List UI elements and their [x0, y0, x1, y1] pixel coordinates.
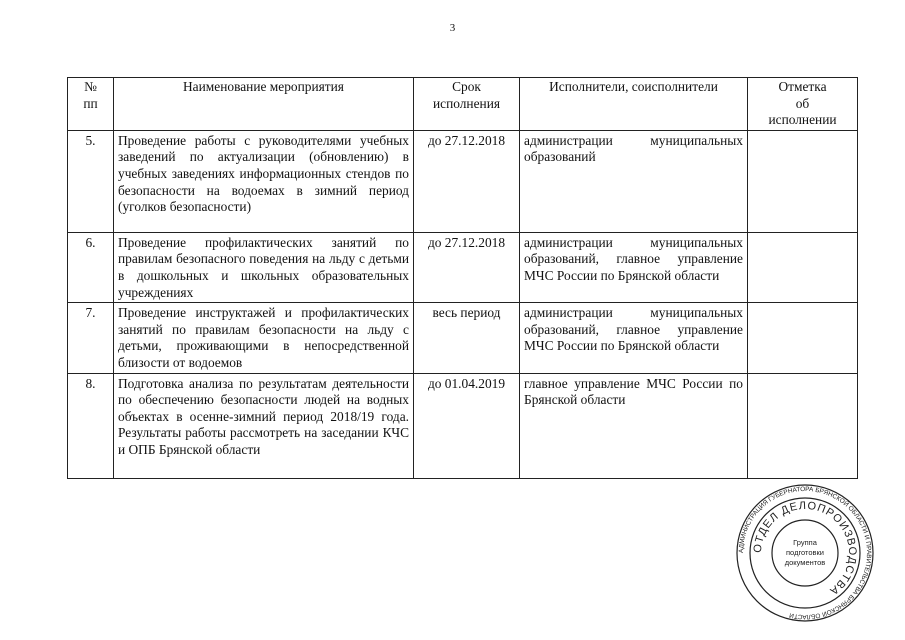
header-term	[414, 78, 520, 131]
event-executors: администрации муниципальных образований, главное управление МЧС России по Брянской области	[520, 303, 748, 373]
table-row	[68, 232, 858, 302]
table-row	[68, 373, 858, 478]
table-row	[68, 130, 858, 232]
events-table	[67, 77, 858, 479]
stamp-center-line3: документов	[784, 558, 826, 567]
header-term-line1: Срок	[452, 79, 481, 94]
row-number: 7.	[68, 303, 114, 373]
event-executors: главное управление МЧС России по Брянской области	[520, 373, 748, 478]
header-mark-line1: Отметка	[778, 79, 827, 94]
event-mark	[748, 130, 858, 232]
stamp-center-line2: подготовки	[786, 548, 824, 557]
header-num-line2: пп	[83, 95, 98, 111]
header-num-line1: №	[84, 79, 97, 94]
row-number: 6.	[68, 232, 114, 302]
header-mark-line3: исполнении	[768, 112, 837, 128]
stamp-middle-textpath: ОТДЕЛ ДЕЛОПРОИЗВОДСТВА	[751, 499, 859, 598]
event-term: до 01.04.2019	[414, 373, 520, 478]
header-mark	[748, 78, 858, 131]
stamp-center-line1: Группа	[793, 538, 817, 547]
office-stamp	[735, 483, 875, 623]
table-row	[68, 303, 858, 373]
header-num	[68, 78, 114, 131]
event-executors: администрации муниципальных образований, главное управление МЧС России по Брянской области	[520, 232, 748, 302]
header-mark-line2: об	[795, 95, 810, 111]
row-number: 8.	[68, 373, 114, 478]
header-name: Наименование мероприятия	[114, 78, 414, 131]
event-mark	[748, 232, 858, 302]
table-header-row	[68, 78, 858, 131]
event-name: Проведение работы с руководителями учебных заведений по актуализации (обновлению) в учебных заведениях информационных стендов по безопасности на водоемах в зимний период (уголков безопасности)	[114, 130, 414, 232]
event-name: Проведение профилактических занятий по правилам безопасного поведения на льду с детьми в дошкольных и школьных образовательных учреждениях	[114, 232, 414, 302]
header-term-line2: исполнения	[432, 95, 501, 111]
header-executors: Исполнители, соисполнители	[520, 78, 748, 131]
event-mark	[748, 303, 858, 373]
event-executors: администрации муниципальных образований	[520, 130, 748, 232]
event-name: Проведение инструктажей и профилактических занятий по правилам безопасности на льду с детьми, проживающими в непосредственной близости от водоемов	[114, 303, 414, 373]
page-number: 3	[449, 22, 456, 34]
stamp-outer-textpath: АДМИНИСТРАЦИЯ ГУБЕРНАТОРА БРЯНСКОЙ ОБЛАСТИ И ПРАВИТЕЛЬСТВА БРЯНСКОЙ ОБЛАСТИ	[737, 485, 873, 621]
event-term: весь период	[414, 303, 520, 373]
event-name: Подготовка анализа по результатам деятельности по обеспечению безопасности людей на водных объектах в осенне-зимний период 2018/19 года. Результаты работы рассмотреть на заседании КЧС и ОПБ Брянской области	[114, 373, 414, 478]
row-number: 5.	[68, 130, 114, 232]
event-term: до 27.12.2018	[414, 232, 520, 302]
event-mark	[748, 373, 858, 478]
event-term: до 27.12.2018	[414, 130, 520, 232]
